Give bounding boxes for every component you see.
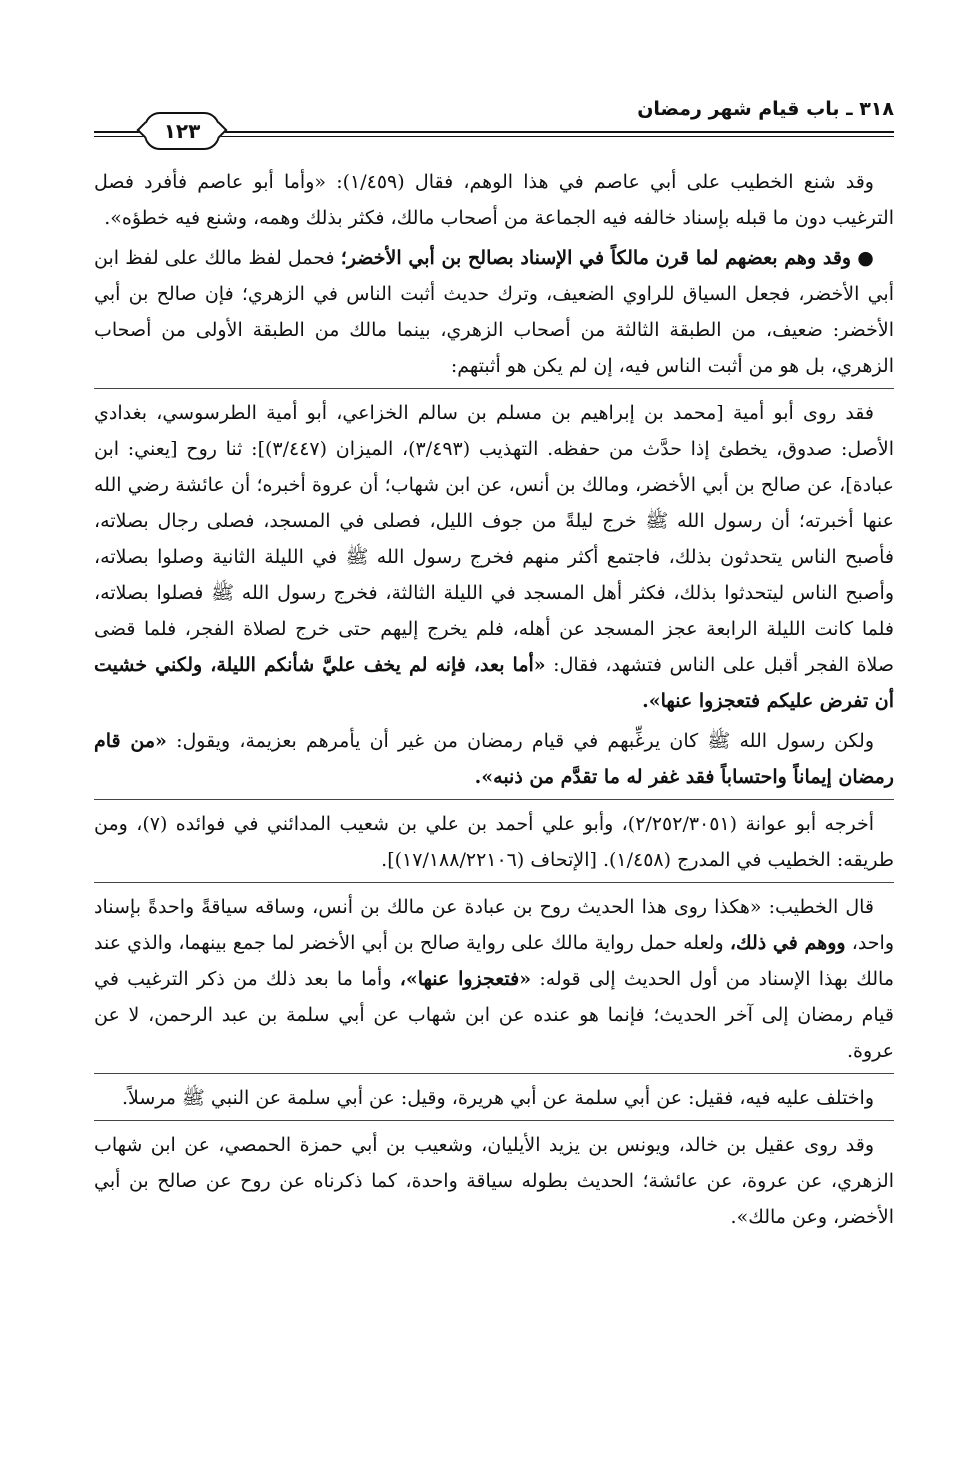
- paragraph-other-narrations: [94, 1127, 894, 1235]
- paragraph-text-2: ولعله حمل رواية مالك على رواية صالح بن أبي الأخضر لما جمع بينهما، والذي عند مالك بهذا الإسناد من أول الحديث إلى قوله:: [94, 932, 894, 990]
- paragraph-text: وقد روى عقيل بن خالد، ويونس بن يزيد الأيليان، وشعيب بن أبي حمزة الحمصي، عن ابن شهاب الزهري، عن عروة، عن عائشة؛ الحديث بطوله سياقة واحدة، كما ذكرناه عن روح عن صالح بن أبي الأخضر، وعن مالك».: [94, 1134, 894, 1228]
- paragraph-error-note: [94, 240, 894, 384]
- paragraph-text: فحمل لفظ مالك على لفظ ابن أبي الأخضر، فجعل السياق للراوي الضعيف، وترك حديث أثبت الناس في الزهري؛ فإن صالح بن أبي الأخضر: ضعيف، من الطبقة الثالثة من أصحاب الزهري، بينما مالك من الطبقة الأولى من أصحاب الزهري، بل هو من أثبت الناس فيه، إن لم يكن هو أثبتهم:: [94, 247, 894, 377]
- paragraph-bold-mid: ووهم في ذلك،: [729, 932, 846, 954]
- paragraph-khatib-quote: [94, 889, 894, 1069]
- paragraph-text-3: وأما ما بعد ذلك من ذكر الترغيب في قيام رمضان إلى آخر الحديث؛ فإنما هو عنده عن ابن شهاب عن أبي سلمة بن عبد الرحمن، لا عن عروة.: [94, 968, 894, 1062]
- paragraph-text: فقد روى أبو أمية [محمد بن إبراهيم بن مسلم بن سالم الخزاعي، أبو أمية الطرسوسي، بغدادي الأصل: صدوق، يخطئ إذا حدَّث من حفظه. التهذيب (٣/٤٩٣)، الميزان (٣/٤٤٧)]: ثنا روح [يعني: ابن عبادة]، عن صالح بن أبي الأخضر، ومالك بن أنس، عن ابن شهاب؛ أن عروة أخبره؛ أن عائشة رضي الله عنها أخبرته؛ أن رسول الله ﷺ خرج ليلةً من جوف الليل، فصلى في المسجد، فصلى رجال بصلاته، فأصبح الناس يتحدثون بذلك، فاجتمع أكثر منهم فخرج رسول الله ﷺ في الليلة الثانية وصلوا بصلاته، وأصبح الناس ليتحدثوا بذلك، فكثر أهل المسجد في الليلة الثالثة، فخرج رسول الله ﷺ فصلوا بصلاته، فلما كانت الليلة الرابعة عجز المسجد عن أهله، فلم يخرج إليهم حتى خرج لصلاة الفجر، فلما قضى صلاة الفجر أقبل على الناس فتشهد، فقال:: [94, 402, 895, 676]
- paragraph-text: قال الخطيب: «هكذا روى هذا الحديث روح بن عبادة عن مالك بن أنس، وساقه سياقةً واحدةً بإسناد واحد،: [94, 896, 894, 954]
- paragraph-bold-mid-2: «فتعجزوا عنها»،: [399, 968, 532, 990]
- paragraph-text: أخرجه أبو عوانة (٢/٢٥٢/٣٠٥١)، وأبو علي أحمد بن علي بن شعيب المدائني في فوائده (٧)، ومن طريقه: الخطيب في المدرج (١/٤٥٨). [الإتحاف (١٧/١٨٨/٢٢١٠٦)].: [94, 813, 894, 871]
- paragraph-takhrij: [94, 806, 894, 878]
- separator-line: [94, 388, 894, 389]
- paragraph-bold-lead: وقد وهم بعضهم لما قرن مالكاً في الإسناد بصالح بن أبي الأخضر؛: [340, 247, 852, 269]
- running-title: ٣١٨ ـ باب قيام شهر رمضان: [637, 98, 894, 120]
- page-number: ١٢٣: [163, 119, 201, 143]
- paragraph-text: واختلف عليه فيه، فقيل: عن أبي سلمة عن أبي هريرة، وقيل: عن أبي سلمة عن النبي ﷺ مرسلاً.: [121, 1087, 874, 1109]
- page-number-ornament: [144, 112, 220, 150]
- paragraph-bold-quote: «من قام رمضان إيماناً واحتساباً فقد غفر له ما تقدَّم من ذنبه».: [94, 730, 894, 788]
- paragraph-bold-quote: «أما بعد، فإنه لم يخف عليَّ شأنكم الليلة، ولكني خشيت أن تفرض عليكم فتعجزوا عنها».: [94, 654, 894, 712]
- separator-line: [94, 1073, 894, 1074]
- paragraph-ikhtilaf: [94, 1080, 894, 1116]
- body-text: [94, 164, 894, 1239]
- paragraph-text: وقد شنع الخطيب على أبي عاصم في هذا الوهم، فقال (١/٤٥٩): «وأما أبو عاصم فأفرد فصل الترغيب دون ما قبله بإسناد خالفه فيه الجماعة من أصحاب مالك، فكثر بذلك وهمه، وشنع فيه خطؤه».: [94, 171, 894, 229]
- paragraph-khatib-criticism: [94, 164, 894, 236]
- paragraph-hadith-narration: [94, 395, 894, 719]
- book-page: [94, 90, 894, 1390]
- page-header: [94, 90, 894, 150]
- separator-line: [94, 799, 894, 800]
- separator-line: [94, 882, 894, 883]
- paragraph-text: ولكن رسول الله ﷺ كان يرغِّبهم في قيام رمضان من غير أن يأمرهم بعزيمة، ويقول:: [176, 730, 875, 752]
- separator-line: [94, 1120, 894, 1121]
- bullet-icon: ●: [857, 247, 875, 269]
- paragraph-targhib: [94, 723, 894, 795]
